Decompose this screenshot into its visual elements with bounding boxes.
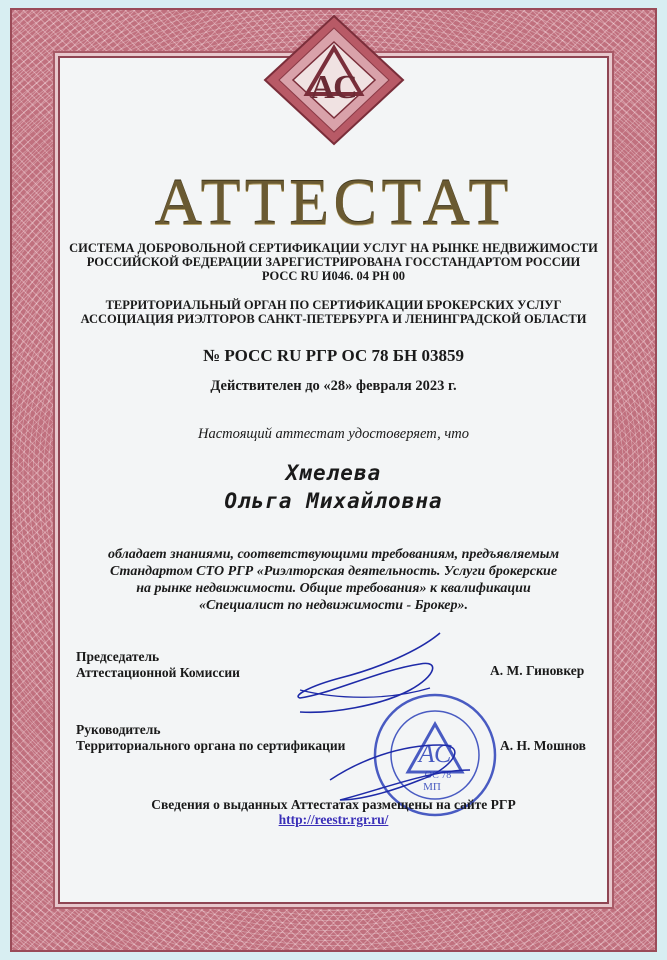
svg-text:АС: АС [418,739,452,768]
holder-surname: Хмелева [285,461,382,485]
qualification-line: на рынке недвижимости. Общие требования» к квалификации [136,581,531,596]
qualification-line: обладает знаниями, соответствующими требованиям, предъявляемым [107,547,560,562]
system-line: РОСС RU И046. 04 РН 00 [261,269,406,283]
chairman-role: Аттестационной Комиссии [76,665,240,680]
svg-text:МП: МП [423,781,441,793]
svg-text:ОС 78: ОС 78 [424,770,452,781]
head-name: А. Н. Мошнов [500,738,586,753]
certifies-text: Настоящий аттестат удостоверяет, что [198,426,469,442]
registry-info: Сведения о выданных Аттестатах размещены на сайте РГР [151,797,516,812]
svg-text:АС: АС [310,69,358,106]
ac-emblem-logo [263,14,405,146]
valid-until: Действителен до «28» февраля 2023 г. [210,378,457,394]
system-line: РОССИЙСКОЙ ФЕДЕРАЦИИ ЗАРЕГИСТРИРОВАНА ГОССТАНДАРТОМ РОССИИ [86,255,581,269]
holder-given-names: Ольга Михайловна [224,489,443,513]
qualification-line: Стандартом СТО РГР «Риэлторская деятельность. Услуги брокерские [109,564,558,579]
registry-link[interactable]: http://reestr.rgr.ru/ [278,812,389,827]
qualification-line: «Специалист по недвижимости - Брокер». [199,598,468,613]
head-role: Руководитель [76,722,161,737]
organ-line: АССОЦИАЦИЯ РИЭЛТОРОВ САНКТ-ПЕТЕРБУРГА И ЛЕНИНГРАДСКОЙ ОБЛАСТИ [80,312,587,326]
certificate-title: АТТЕСТАТ [154,166,513,239]
chairman-role: Председатель [76,649,160,664]
organ-line: ТЕРРИТОРИАЛЬНЫЙ ОРГАН ПО СЕРТИФИКАЦИИ БРОКЕРСКИХ УСЛУГ [105,298,562,312]
certificate-number: № РОСС RU РГР ОС 78 БН 03859 [203,346,464,365]
system-line: СИСТЕМА ДОБРОВОЛЬНОЙ СЕРТИФИКАЦИИ УСЛУГ НА РЫНКЕ НЕДВИЖИМОСТИ [69,241,598,255]
chairman-name: А. М. Гиновкер [490,663,585,678]
head-role: Территориального органа по сертификации [76,738,346,753]
